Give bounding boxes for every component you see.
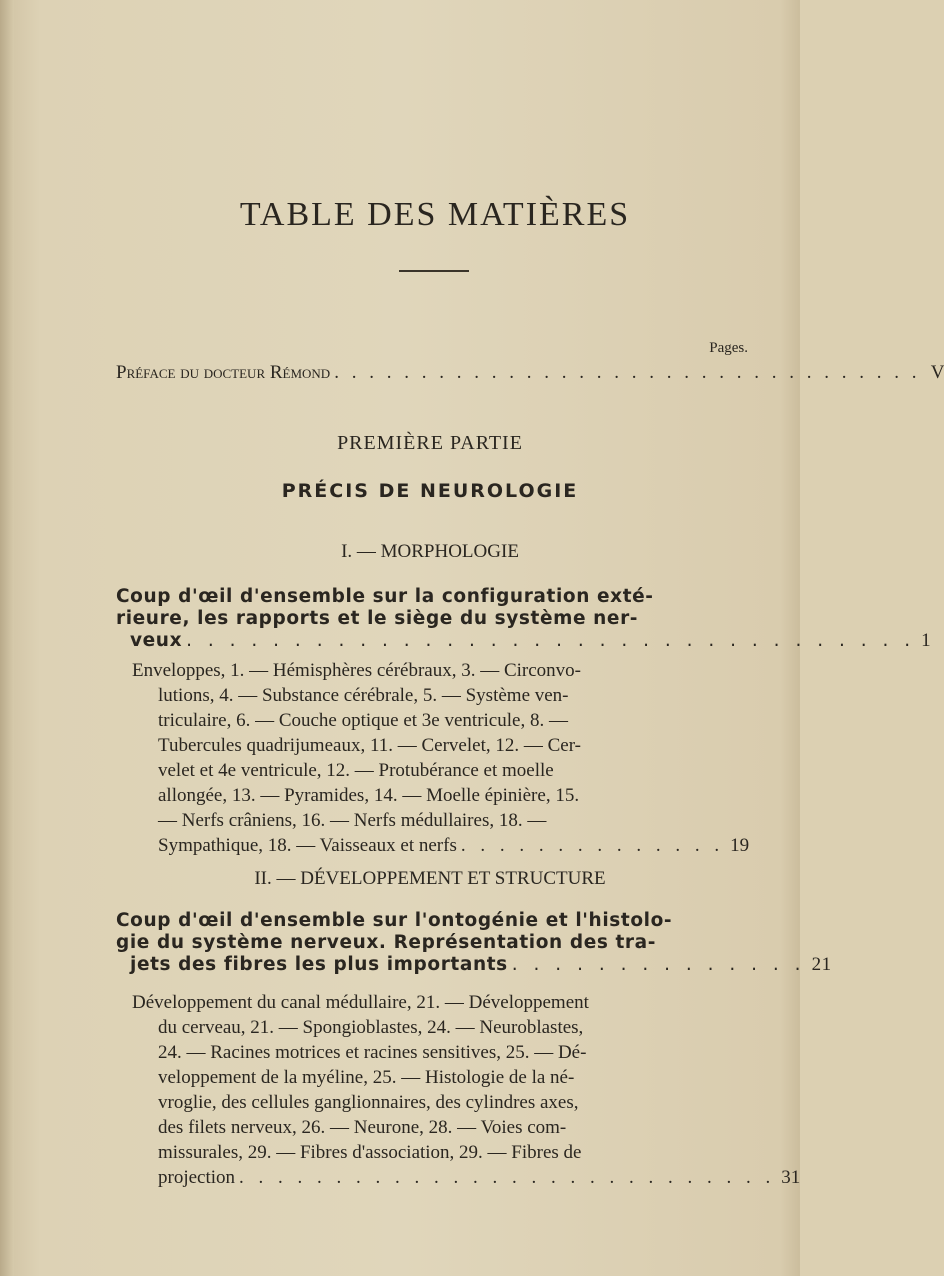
detail-line: Développement du canal médullaire, 21. — Développement (132, 992, 589, 1013)
leader-dots: . . . . . . . . . . . . . . . . . . . . . . . . . . . . (239, 1167, 776, 1188)
detail-line: velet et 4e ventricule, 12. — Protubérance et moelle (158, 760, 554, 781)
section-2-summary[interactable] (116, 910, 832, 976)
summary-line-text: veux (130, 630, 183, 651)
pages-column-label: Pages. (709, 340, 748, 356)
summary-line-last (116, 630, 932, 652)
section-2-heading: II. — DÉVELOPPEMENT ET STRUCTURE (254, 868, 606, 889)
toc-entry-preface[interactable] (116, 362, 944, 384)
part-title: PREMIÈRE PARTIE (337, 432, 523, 454)
detail-line-text: Sympathique, 18. — Vaisseaux et nerfs (158, 835, 457, 856)
summary-line-text: jets des fibres les plus importants (130, 954, 508, 975)
summary-line-last (116, 954, 832, 976)
detail-line-last (158, 1165, 801, 1190)
detail-line: triculaire, 6. — Couche optique et 3e ventricule, 8. — (158, 710, 568, 731)
detail-line: — Nerfs crâniens, 16. — Nerfs médullaires, 18. — (158, 810, 547, 831)
summary-line: rieure, les rapports et le siège du système ner- (116, 608, 639, 629)
detail-line: Enveloppes, 1. — Hémisphères cérébraux, 3. — Circonvo- (132, 660, 582, 681)
part-subtitle: PRÉCIS DE NEUROLOGIE (281, 480, 579, 502)
section-1-summary-page: 1 (921, 630, 932, 651)
section-1-summary[interactable] (116, 586, 932, 652)
summary-line: Coup d'œil d'ensemble sur la configuration exté- (116, 586, 654, 607)
detail-line: du cerveau, 21. — Spongioblastes, 24. — Neuroblastes, (158, 1017, 584, 1038)
summary-line: Coup d'œil d'ensemble sur l'ontogénie et l'histolo- (116, 910, 673, 931)
section-2-details[interactable] (132, 990, 801, 1190)
detail-line: des filets nerveux, 26. — Neurone, 28. — Voies com- (158, 1117, 567, 1138)
preface-label: Préface du docteur Rémond (116, 362, 331, 383)
detail-line-text: projection (158, 1167, 236, 1188)
section-2-detail-page: 31 (781, 1167, 801, 1188)
section-1-detail-page: 19 (730, 835, 750, 856)
leader-dots: . . . . . . . . . . . . . . (460, 835, 725, 856)
title-divider (399, 270, 469, 272)
detail-line: veloppement de la myéline, 25. — Histologie de la né- (158, 1067, 575, 1088)
detail-line-last (158, 833, 748, 858)
section-2-summary-page: 21 (811, 954, 832, 975)
section-1-heading: I. — MORPHOLOGIE (341, 541, 519, 562)
leader-dots: . . . . . . . . . . . . . . . . . . . . . . . . . . . . . . . . . . (334, 362, 921, 383)
detail-line: allongée, 13. — Pyramides, 14. — Moelle épinière, 15. (158, 785, 580, 806)
page-spine-shadow (0, 0, 14, 1276)
detail-line: 24. — Racines motrices et racines sensitives, 25. — Dé- (158, 1042, 587, 1063)
detail-line: missurales, 29. — Fibres d'association, 29. — Fibres de (158, 1142, 582, 1163)
summary-line: gie du système nerveux. Représentation des tra- (116, 932, 657, 953)
detail-line: Tubercules quadrijumeaux, 11. — Cervelet, 12. — Cer- (158, 735, 581, 756)
leader-dots: . . . . . . . . . . . . . . (511, 954, 806, 975)
preface-page: V (930, 362, 944, 383)
detail-line: lutions, 4. — Substance cérébrale, 5. — Système ven- (158, 685, 569, 706)
page-title: TABLE DES MATIÈRES (239, 196, 631, 233)
leader-dots: . . . . . . . . . . . . . . . . . . . . . . . . . . . . . . . . . . (186, 630, 916, 651)
detail-line: vroglie, des cellules ganglionnaires, des cylindres axes, (158, 1092, 579, 1113)
section-1-details[interactable] (132, 658, 750, 858)
